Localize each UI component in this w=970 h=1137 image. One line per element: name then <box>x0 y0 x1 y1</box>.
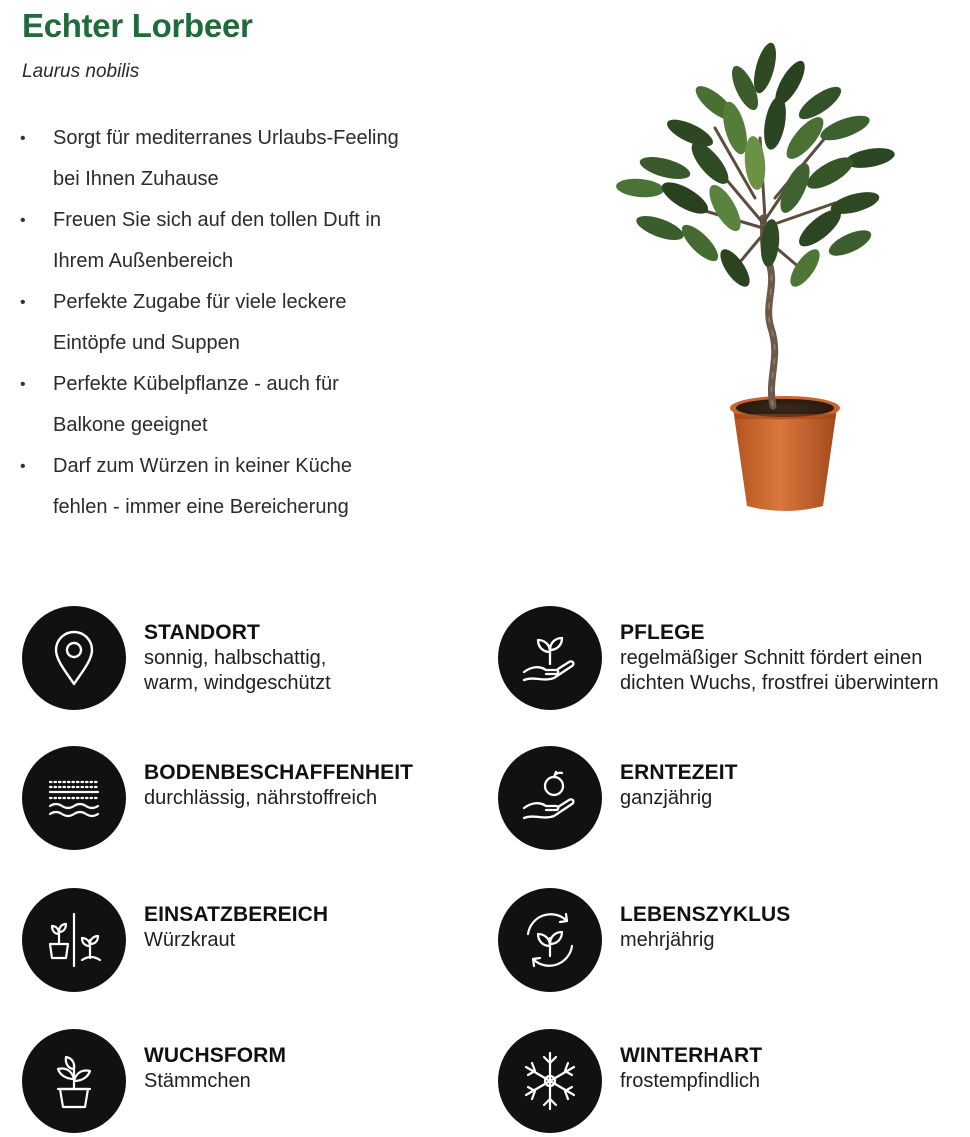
feature-title: WINTERHART <box>620 1044 763 1067</box>
feature-title: WUCHSFORM <box>144 1044 287 1067</box>
feature-lebenszyklus <box>498 888 938 996</box>
feature-description: Würzkraut <box>144 929 236 951</box>
bullet-dot: • <box>20 294 26 311</box>
pot-and-bed-icon <box>22 888 126 992</box>
feature-description: regelmäßiger Schnitt fördert einen dichten Wuchs, frostfrei überwintern <box>620 647 939 694</box>
benefit-line-2: Balkone geeignet <box>53 414 208 436</box>
benefit-line-1: Sorgt für mediterranes Urlaubs-Feeling <box>53 127 399 149</box>
lifecycle-sprout-icon <box>498 888 602 992</box>
feature-wuchsform <box>22 1029 462 1137</box>
bullet-dot: • <box>20 376 26 393</box>
snowflake-icon <box>498 1029 602 1133</box>
feature-title: ERNTEZEIT <box>620 761 738 784</box>
bullet-dot: • <box>20 130 26 147</box>
bullet-dot: • <box>20 458 26 475</box>
feature-title: STANDORT <box>144 621 260 644</box>
feature-description: frostempfindlich <box>620 1070 761 1092</box>
product-title: Echter Lorbeer <box>22 7 253 44</box>
product-image-laurel-tree <box>595 28 915 523</box>
benefit-line-2: Ihrem Außenbereich <box>53 250 234 272</box>
feature-pflege <box>498 606 938 714</box>
benefit-item <box>0 118 560 200</box>
feature-description: Stämmchen <box>144 1070 251 1092</box>
benefit-line-1: Perfekte Zugabe für viele leckere <box>53 291 347 313</box>
feature-standort <box>22 606 462 714</box>
feature-title: LEBENSZYKLUS <box>620 903 791 926</box>
feature-title: EINSATZBEREICH <box>144 903 329 926</box>
benefit-line-1: Darf zum Würzen in keiner Küche <box>53 455 353 477</box>
feature-title: PFLEGE <box>620 621 705 644</box>
feature-title: BODENBESCHAFFENHEIT <box>144 761 414 784</box>
feature-einsatzbereich <box>22 888 462 996</box>
benefit-line-2: bei Ihnen Zuhause <box>53 168 219 190</box>
feature-erntezeit <box>498 746 938 854</box>
feature-bodenbeschaffenheit <box>22 746 462 854</box>
product-latin-name: Laurus nobilis <box>22 61 140 82</box>
soil-layers-icon <box>22 746 126 850</box>
benefit-item <box>0 364 560 446</box>
plant-in-hand-icon <box>498 606 602 710</box>
location-pin-icon <box>22 606 126 710</box>
feature-description: durchlässig, nährstoffreich <box>144 787 378 809</box>
benefit-item <box>0 282 560 364</box>
benefit-line-1: Freuen Sie sich auf den tollen Duft in <box>53 209 381 231</box>
feature-winterhart <box>498 1029 938 1137</box>
benefit-line-1: Perfekte Kübelpflanze - auch für <box>53 373 339 395</box>
feature-description: ganzjährig <box>620 787 713 809</box>
feature-description: sonnig, halbschattig, warm, windgeschützt <box>144 647 331 694</box>
benefit-item <box>0 200 560 282</box>
benefit-item <box>0 446 560 528</box>
benefit-list <box>0 118 560 528</box>
potted-plant-icon <box>22 1029 126 1133</box>
fruit-in-hand-icon <box>498 746 602 850</box>
benefit-line-2: Eintöpfe und Suppen <box>53 332 240 354</box>
benefit-line-2: fehlen - immer eine Bereicherung <box>53 496 349 518</box>
bullet-dot: • <box>20 212 26 229</box>
feature-description: mehrjährig <box>620 929 715 951</box>
